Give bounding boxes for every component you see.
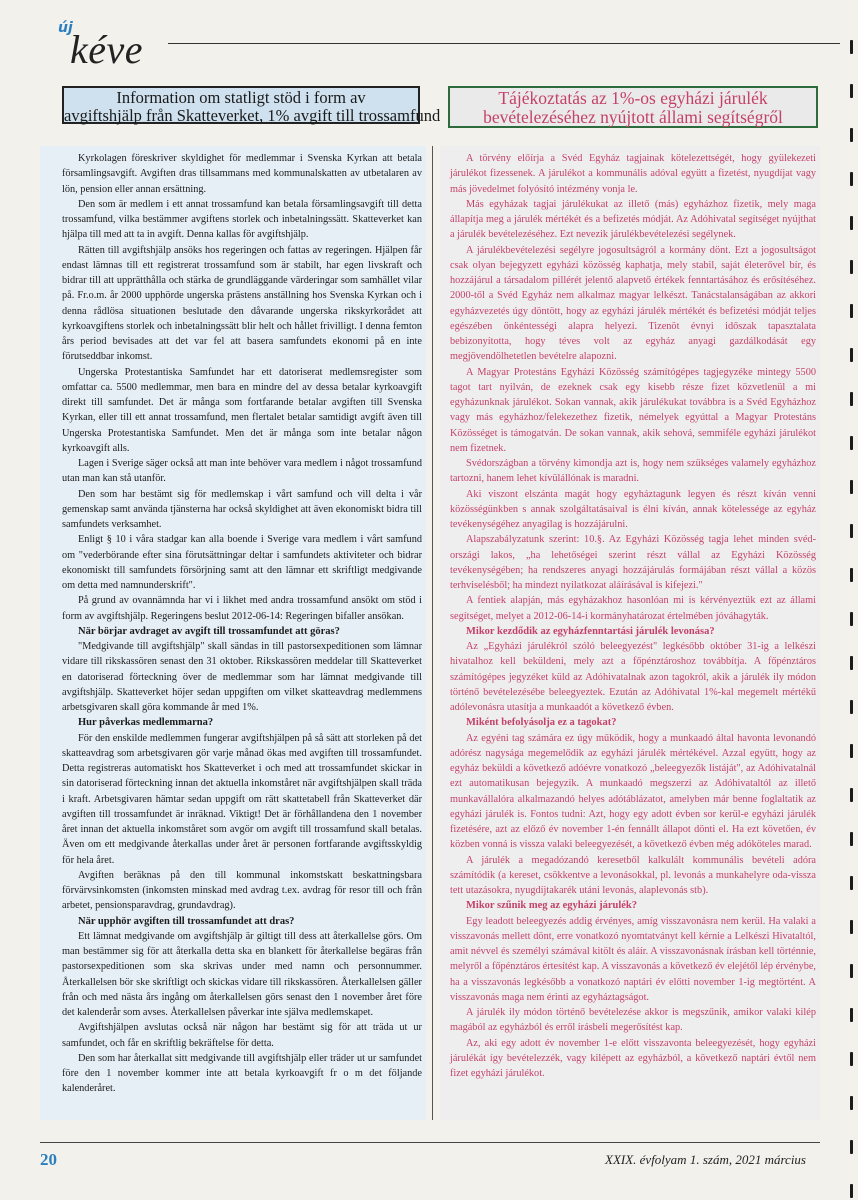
binding-hole — [850, 172, 853, 186]
section-heading: Hur påverkas medlemmarna? — [78, 717, 214, 729]
paragraph: A fentiek alapján, más egyházakhoz hasonlóan mi is kérvényeztük ezt az állami segítséget, melyet a 2012-06-14-i kormányhatározat értelmében jóváhagyták. — [450, 595, 816, 622]
section-heading: Miként befolyásolja ez a tagokat? — [466, 717, 617, 729]
paragraph: Ungerska Protestantiska Samfundet har ett datoriserat medlemsregister som omfattar ca. 5500 medlemmar, men bara en mindre del av dessa betalar kyrkoavgift direkt till samfundet. Det är många som fortfarande betalar avgiften till Svenska Kyrkan, eller till ett annat trossamfund, men flertalet betalar samtidigt avgift även till Ungerska Protestantiska Samfundet. Men det är många som inte betalar någon kyrkoavgift alls. — [62, 366, 422, 454]
binding-hole — [850, 480, 853, 494]
paragraph: Kyrkolagen föreskriver skyldighet för medlemmar i Svenska Kyrkan att betala församlingsavgift. Avgiften dras tillsammans med kommunalskatten av utbetalaren av lön, pension eller annan ersättning. — [62, 153, 422, 195]
paragraph: Alapszabályzatunk szerint: 10.§. Az Egyházi Közösség tagja lehet minden svéd-országi lakos, „ha lehetőségei szerint részt vállal az Egyházi Közösség tevékenységében; ha rendszeres anyagi hozzájárulás formájában részt vállal a közös terhviselésből; ha mindezt nyilatkozat aláírásával is kifejezi." — [450, 534, 816, 591]
issue-info: XXIX. évfolyam 1. szám, 2021 március — [605, 1152, 806, 1167]
binding-hole — [850, 568, 853, 582]
hungarian-article-title — [448, 86, 818, 128]
paragraph: Az egyéni tag számára ez úgy működik, hogy a munkaadó által havonta levonandó adórész nagysága megemelődik az egyházi járulék mértékével. Azzal együtt, hogy az egyház beküldi a következő adóévre vonatkozó „beleegyezők listáját", az Adóhivatalnál ezt automatikusan bejegyzik. A munkaadó megszerzi az Adóhivataltól az illető munkavállalóra alkalmazandó helyes adótáblázatot, amelyben már benne foglaltatik az egyházi járulék is. Fontos tudni: Azt, hogy egy adott évben sor kerül-e egyházi járulék fizetésére, azt az előző év november 1-én fennállt állapot dönti el. Ha ezt követően, év közben vonná is vissza valaki beleegyezését, a következő évben még adóköteles marad. — [450, 732, 816, 851]
paragraph: Avgiftshjälpen avslutas också när någon har bestämt sig för att träda ut ur samfundet, och får en skriftlig bekräftelse för detta. — [62, 1022, 422, 1049]
column-divider — [432, 146, 433, 1120]
paragraph: För den enskilde medlemmen fungerar avgiftshjälpen på så sätt att storleken på det skatteavdrag som arbetsgivaren gör varje månad ökas med avgiften till trossamfundet. Detta registreras automatiskt hos Skatteverket i och med att trossamfundet skickar in sin datoriserad förteckning innan det aktuella inkomståret när avgiftshjälpen skall träda i kraft. Arbetsgivaren hämtar sedan uppgift om rätt skattetabell från Skatteverket där avgiften till trossamfundet är inräknad. Viktigt! Det är förhållandena den 1 november året innan det aktuella inkomståret som avgör om avgift till trossamfund skall betalas. Även om ett medgivande återkallas under året är personen fortfarande avgiftsskyldig för hela året. — [62, 732, 422, 866]
section-heading: Mikor kezdődik az egyházfenntartási járulék levonása? — [466, 625, 715, 637]
paragraph: Rätten till avgiftshjälp ansöks hos regeringen och fattas av regeringen. Hjälpen får endast lämnas till ett registrerat trossamfund som är stabilt, har egen livskraft och bidrar till att upprätthålla och stärka de grundläggande värderingar som samhället vilar på. Fr.o.m. år 2000 upphörde ungerska prästens anställning hos Svenska Kyrkan och i denna rådlösa situationen beslutade den dåvarande ungerska rikskyrkorådet att kyrkoavgiftens storlek och inbetalningssätt blir helt och hållet frivilligt. I denna femton års period bevisades att det var fel att basera samfundets ekonomi på en inte förutseddbar inkomst. — [62, 244, 422, 363]
paragraph: Den som är medlem i ett annat trossamfund kan betala församlingsavgift till detta trossamfund, vilka bestämmer avgiftens storlek och inbetalningssätt. Skatteverket kan hjälpa till med att ta in avgift. Denna kallas för avgiftshjälp. — [62, 198, 422, 241]
binding-hole — [850, 964, 853, 978]
binding-hole — [850, 1140, 853, 1154]
binding-hole — [850, 744, 853, 758]
paragraph: A járulék a megadózandó keresetből kalkulált kommunális bevételi adóra számítódik (a kereset, csökkentve a levonásokkal, pl. levonás a munkahelyre oda-vissza tett utazásokra, nyugdíjtakarék utáni levonás, alaplevonás stb). — [450, 854, 816, 896]
binding-hole — [850, 1052, 853, 1066]
binding-hole — [850, 788, 853, 802]
paragraph: Ett lämnat medgivande om avgiftshjälp är giltigt till dess att återkallelse görs. Om man bestämmer sig för att återkalla detta ska en blankett för återkallelse begäras från pastorsexpeditionen som ska skrivas under med namn och personnummer. Återkallelsen bör ske skriftligt och skickas vidare till rikskassören. Återkallelsen gäller från och med nästa års ingång om återkallelsen görs senast den 1 november året före det kalenderår som avses. Återkallelsen påverkar inte själva medlemskapet. — [62, 930, 422, 1018]
paragraph: Más egyházak tagjai járulékukat az illető (más) egyházhoz fizetik, mely maga állapítja meg a járulék mértékét és a befizetés módját. Az Adóhivatal segítséget nyújthat a járulék bevételezéséhez. Ezt nevezik járulékbevételezési segélynek. — [450, 198, 816, 241]
binding-hole — [850, 392, 853, 406]
paragraph: A törvény előírja a Svéd Egyház tagjainak kötelezettségét, hogy gyülekezeti járulékot fizessenek. A járulékot a kommunális adóval együtt a fizetést, nyugdíjat vagy más jövedelmet folyósító intézmény vonja le. — [450, 153, 816, 195]
paragraph: På grund av ovannämnda har vi i likhet med andra trossamfund ansökt om stöd i form av avgiftshjälp. Regeringens beslut 2012-06-14: Regeringen bifaller ansökan. — [62, 595, 422, 622]
binding-hole — [850, 1096, 853, 1110]
binding-hole — [850, 656, 853, 670]
paragraph: Az, aki egy adott év november 1-e előtt visszavonta beleegyezését, hogy egyházi járulékát így bevételezzék, vagy kilépett az egyházból, a következő naptári évtől nem fizet egyházi járulékot. — [450, 1037, 816, 1079]
paragraph: Den som har bestämt sig för medlemskap i vårt samfund och vill delta i vår gemenskap samt använda tjänsterna har också skyldighet att även ekonomiskt bidra till samfundets verksamhet. — [62, 488, 422, 530]
binding-hole — [850, 128, 853, 142]
paragraph: A járulék ily módon történő bevételezése akkor is megszűnik, amikor valaki kilép magából az egyházból és erről írásbeli megerősítést kap. — [450, 1007, 816, 1034]
paragraph: Az „Egyházi járulékról szóló beleegyezést" legkésőbb október 31-ig a lelkészi hivatalhoz kell beküldeni, mely azt a főpénztároshoz továbbítja. A főpénztáros számítógépes jegyzéket küld az Adóhivatalnak azon tagokról, akik a járulék ily módon történő bevételezésébe beleegyeztek. Ezután az Adóhivatal 1%-kal megemelt mértékű adólevonásra utasítja a munkaadót a következő évben. — [450, 641, 816, 713]
swedish-title-line-1: Information om statligt stöd i form av — [116, 88, 366, 107]
paragraph: A járulékbevételezési segélyre jogosultságról a kormány dönt. Ezt a jogosultságot csak olyan bejegyzett egyházi közösség kaphatja, mely stabil, saját életerővel bír, és hozzájárul a társadalom pillérét jelentő alapvető értékek fenntartásához és erősítéséhez. 2000-től a Svéd Egyház nem alkalmaz magyar lelkészt. Tanácstalanságában az akkori egyházvezetés úgy döntött, hogy az egyházi járulék mértékét és befizetési módját teljes egészében önkéntességi alapra helyezi. Tizenöt évnyi időszak tapasztalata bebizonyította, hogy téves volt az egyház anyagi gazdálkodását egy megjövendölhetetlen bevételre alapozni. — [450, 244, 816, 363]
binding-hole — [850, 348, 853, 362]
binding-marks — [844, 0, 858, 1200]
logo-prefix: új — [58, 20, 73, 36]
binding-hole — [850, 832, 853, 846]
paragraph: A Magyar Protestáns Egyházi Közösség számítógépes tagjegyzéke mintegy 5500 tagot tart nyilván, de ezeknek csak egy kisebb része fizet közvetlenül a mi egyházunknak járulékot. Sokan vannak, akik járulékukat továbbra is a Svéd Egyházhoz vagy más egyházhoz/felekezethez fizetik, némelyek egyúttal a Magyar Protestáns Közösséget is támogatván. De sokan vannak, akik sehová, semmiféle egyházi járulékot nem fizetnek. — [450, 366, 816, 454]
swedish-article-title — [62, 86, 441, 125]
binding-hole — [850, 876, 853, 890]
binding-hole — [850, 216, 853, 230]
binding-hole — [850, 612, 853, 626]
logo-title: kéve — [70, 27, 144, 72]
binding-hole — [850, 436, 853, 450]
paragraph: Svédországban a törvény kimondja azt is, hogy nem szükséges valamely egyházhoz tartozni, hanem lehet kívülállónak is maradni. — [450, 458, 816, 485]
paragraph: "Medgivande till avgiftshjälp" skall sändas in till pastorsexpeditionen som lämnar vidare till rikskassören senast den 31 oktober. Rikskassören meddelar till Skatteverket en datoriserad förteckning över de medlemmar som har lämnat medgivande till avgiftshjälp. Skatteverket höjer sedan uppgiften om vilket skatteavdrag medlemmens arbetsgivaren skall göra kommande år med 1%. — [62, 641, 422, 713]
swedish-article-body — [62, 151, 422, 1097]
page-number: 20 — [40, 1150, 57, 1169]
paragraph: Egy leadott beleegyezés addig érvényes, amíg visszavonásra nem kerül. Ha valaki a visszavonás mellett dönt, erre vonatkozó nyomtatványt kell kérnie a Lelkészi Hivataltól, amit névvel és személyi számával kitölt és aláír. A visszavonásnak írásban kell történnie, melyről a főpénztáros értesítést kap. A visszavonás a következő év elejétől lép érvénybe, ha a visszavonás legkésőbb a vonatkozó naptári év előtti november 1-ig megtörtént. A visszavonás maga nem érinti az egyháztagságot. — [450, 915, 816, 1003]
hungarian-title-line-1: Tájékoztatás az 1%-os egyházi járulék — [498, 88, 768, 108]
binding-hole — [850, 1184, 853, 1198]
paragraph: Aki viszont elszánta magát hogy egyháztagunk legyen és részt kíván venni közösségünkben s annak szolgáltatásaival is élni kíván, annak kötelessége az egyház tevékenységéhez anyagilag is hozzájárulni. — [450, 488, 816, 530]
section-heading: När upphör avgiften till trossamfundet att dras? — [78, 915, 295, 927]
section-heading: När börjar avdraget av avgift till trossamfundet att göras? — [78, 625, 340, 637]
binding-hole — [850, 524, 853, 538]
hungarian-article-body — [450, 151, 816, 1081]
paragraph: Den som har återkallat sitt medgivande till avgiftshjälp eller träder ut ur samfundet före den 1 november kommer inte att betala kyrkoavgift fr o m det följande kalenderåret. — [62, 1052, 422, 1095]
binding-hole — [850, 40, 853, 54]
footer-rule — [40, 1142, 820, 1143]
binding-hole — [850, 1008, 853, 1022]
section-heading: Mikor szűnik meg az egyházi járulék? — [466, 900, 638, 912]
paragraph: Avgiften beräknas på den till kommunal inkomstskatt beskattningsbara förvärvsinkomsten (inkomsten minskad med avdrag t.ex. avdrag för resor till och från arbetet, pensionsparavdrag, grundavdrag). — [62, 869, 422, 912]
hungarian-title-line-2: bevételezéséhez nyújtott állami segítségről — [483, 107, 783, 127]
paragraph: Lagen i Sverige säger också att man inte behöver vara medlem i något trossamfund utan man kan stå utanför. — [62, 458, 422, 485]
binding-hole — [850, 260, 853, 274]
swedish-title-line-2: avgiftshjälp från Skatteverket, 1% avgift till trossamfund — [64, 106, 441, 125]
binding-hole — [850, 700, 853, 714]
paragraph: Enligt § 10 i våra stadgar kan alla boende i Sverige vara medlem i vårt samfund om "vederbörande efter sina förutsättningar deltar i samfundets aktiviteter och bidrar ekonomiskt till samfundets försörjning samt att den lämnar ett skriftligt medgivande om detta med namnunderskrift". — [62, 534, 422, 591]
binding-hole — [850, 304, 853, 318]
masthead-rule — [168, 43, 840, 44]
binding-hole — [850, 84, 853, 98]
binding-hole — [850, 920, 853, 934]
